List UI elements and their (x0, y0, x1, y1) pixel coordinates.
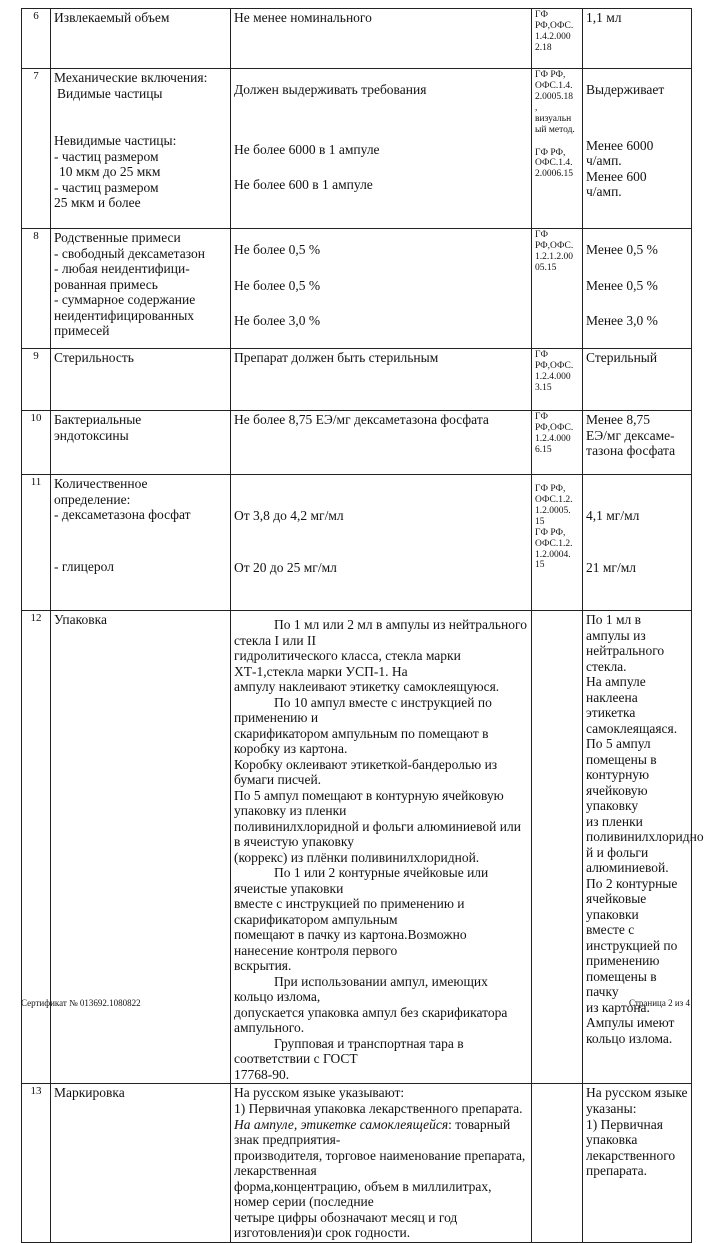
result: Менее 8,75 ЕЭ/мг дексаме- тазона фосфата (583, 411, 692, 475)
row-number: 6 (22, 9, 51, 69)
method-reference: ГФ РФ,ОФС. 1.2.1.2.00 05.15 (532, 229, 583, 349)
table-row (22, 69, 692, 229)
row-number: 8 (22, 229, 51, 349)
method-reference (532, 611, 583, 1084)
requirement: Не более 0,5 % Не более 0,5 % Не более 3,0 % (231, 229, 532, 349)
requirement: Должен выдерживать требования Не более 6000 в 1 ампуле Не более 600 в 1 ампуле (231, 69, 532, 229)
method-reference: ГФ РФ, ОФС.1.2. 1.2.0005. 15 ГФ РФ, ОФС.1.2. 1.2.0004. 15 (532, 475, 583, 611)
table-row (22, 349, 692, 411)
result: Менее 0,5 % Менее 0,5 % Менее 3,0 % (583, 229, 692, 349)
method-reference: ГФ РФ,ОФС. 1.2.4.000 6.15 (532, 411, 583, 475)
parameter-name: Упаковка (51, 611, 231, 1084)
row-number: 9 (22, 349, 51, 411)
table-row (22, 411, 692, 475)
result: 4,1 мг/мл 21 мг/мл (583, 475, 692, 611)
requirement: На русском языке указывают: 1) Первичная упаковка лекарственного препарата. На ампуле, этикетке самоклеящейся: товарный знак предприятия- производителя, торговое наименование препарата, лекарственная форма,концентрацию, объем в миллилитрах, номер серии (последние четыре цифры обозначают месяц и год изготовления)и срок годности. (231, 1084, 532, 1242)
parameter-name: Бактериальные эндотоксины (51, 411, 231, 475)
row-number: 12 (22, 611, 51, 1084)
parameter-name: Родственные примеси - свободный дексаметазон - любая неидентифици- рованная примесь - суммарное содержание неидентифицированных примесей (51, 229, 231, 349)
certificate-number: Сертификат № 013692.1080822 (21, 998, 141, 1008)
method-reference: ГФ РФ,ОФС. 1.2.4.000 3.15 (532, 349, 583, 411)
table-row (22, 611, 692, 1084)
method-reference: ГФ РФ, ОФС.1.4. 2.0005.18 , визуальн ый метод. ГФ РФ, ОФС.1.4. 2.0006.15 (532, 69, 583, 229)
requirement: Не менее номинального (231, 9, 532, 69)
row-number: 10 (22, 411, 51, 475)
page-number: Страница 2 из 4 (629, 998, 690, 1008)
method-reference (532, 1084, 583, 1242)
requirement: От 3,8 до 4,2 мг/мл От 20 до 25 мг/мл (231, 475, 532, 611)
row-number: 13 (22, 1084, 51, 1242)
result: Стерильный (583, 349, 692, 411)
row-number: 7 (22, 69, 51, 229)
specification-table (21, 8, 704, 1243)
requirement: Препарат должен быть стерильным (231, 349, 532, 411)
table-row (22, 9, 692, 69)
table-row (22, 229, 692, 349)
requirement: По 1 мл или 2 мл в ампулы из нейтрального стекла I или II гидролитического класса, стекла марки ХТ-1,стекла марки УСП-1. На ампулу наклеивают этикетку самоклеящуюся. По 10 ампул вместе с инструкцией по применению и скарификатором ампульным по помещают в коробку из картона. Коробку оклеивают этикеткой-бандеролью из бумаги писчей. По 5 ампул помещают в контурную ячейковую упаковку из пленки поливинилхлоридной и фольги алюминиевой или в ячеистую упаковку (коррекс) из плёнки поливинилхлоридной. По 1 или 2 контурные ячейковые или ячеистые упаковки вместе с инструкцией по применению и скарификатором ампульным помещают в пачку из картона.Возможно нанесение контроля первого вскрытия. При использовании ампул, имеющих кольцо излома, допускается упаковка ампул без скарификатора ампульного. Групповая и транспортная тара в соответствии с ГОСТ 17768-90. (231, 611, 532, 1084)
result: 1,1 мл (583, 9, 692, 69)
row-number: 11 (22, 475, 51, 611)
result: На русском языке указаны: 1) Первичная упаковка лекарственного препарата. (583, 1084, 692, 1242)
parameter-name: Механические включения: Видимые частицы Невидимые частицы: - частиц размером 10 мкм до 25 мкм - частиц размером 25 мкм и более (51, 69, 231, 229)
parameter-name: Маркировка (51, 1084, 231, 1242)
parameter-name: Количественное определение: - дексаметазона фосфат - глицерол (51, 475, 231, 611)
parameter-name: Извлекаемый объем (51, 9, 231, 69)
table-row (22, 475, 692, 611)
parameter-name: Стерильность (51, 349, 231, 411)
result: Выдерживает Менее 6000 ч/амп. Менее 600 ч/амп. (583, 69, 692, 229)
table-row (22, 1084, 692, 1242)
result: По 1 мл в ампулы из нейтрального стекла. На ампуле наклеена этикетка самоклеящаяся. По 5 ампул помещены в контурную ячейковую упаковку из пленки поливинилхлоридно й и фольги алюминиевой. По 2 контурные ячейковые упаковки вместе с инструкцией по применению помещены в пачку из картона. Ампулы имеют кольцо излома. (583, 611, 692, 1084)
method-reference: ГФ РФ,ОФС. 1.4.2.000 2.18 (532, 9, 583, 69)
requirement: Не более 8,75 ЕЭ/мг дексаметазона фосфата (231, 411, 532, 475)
